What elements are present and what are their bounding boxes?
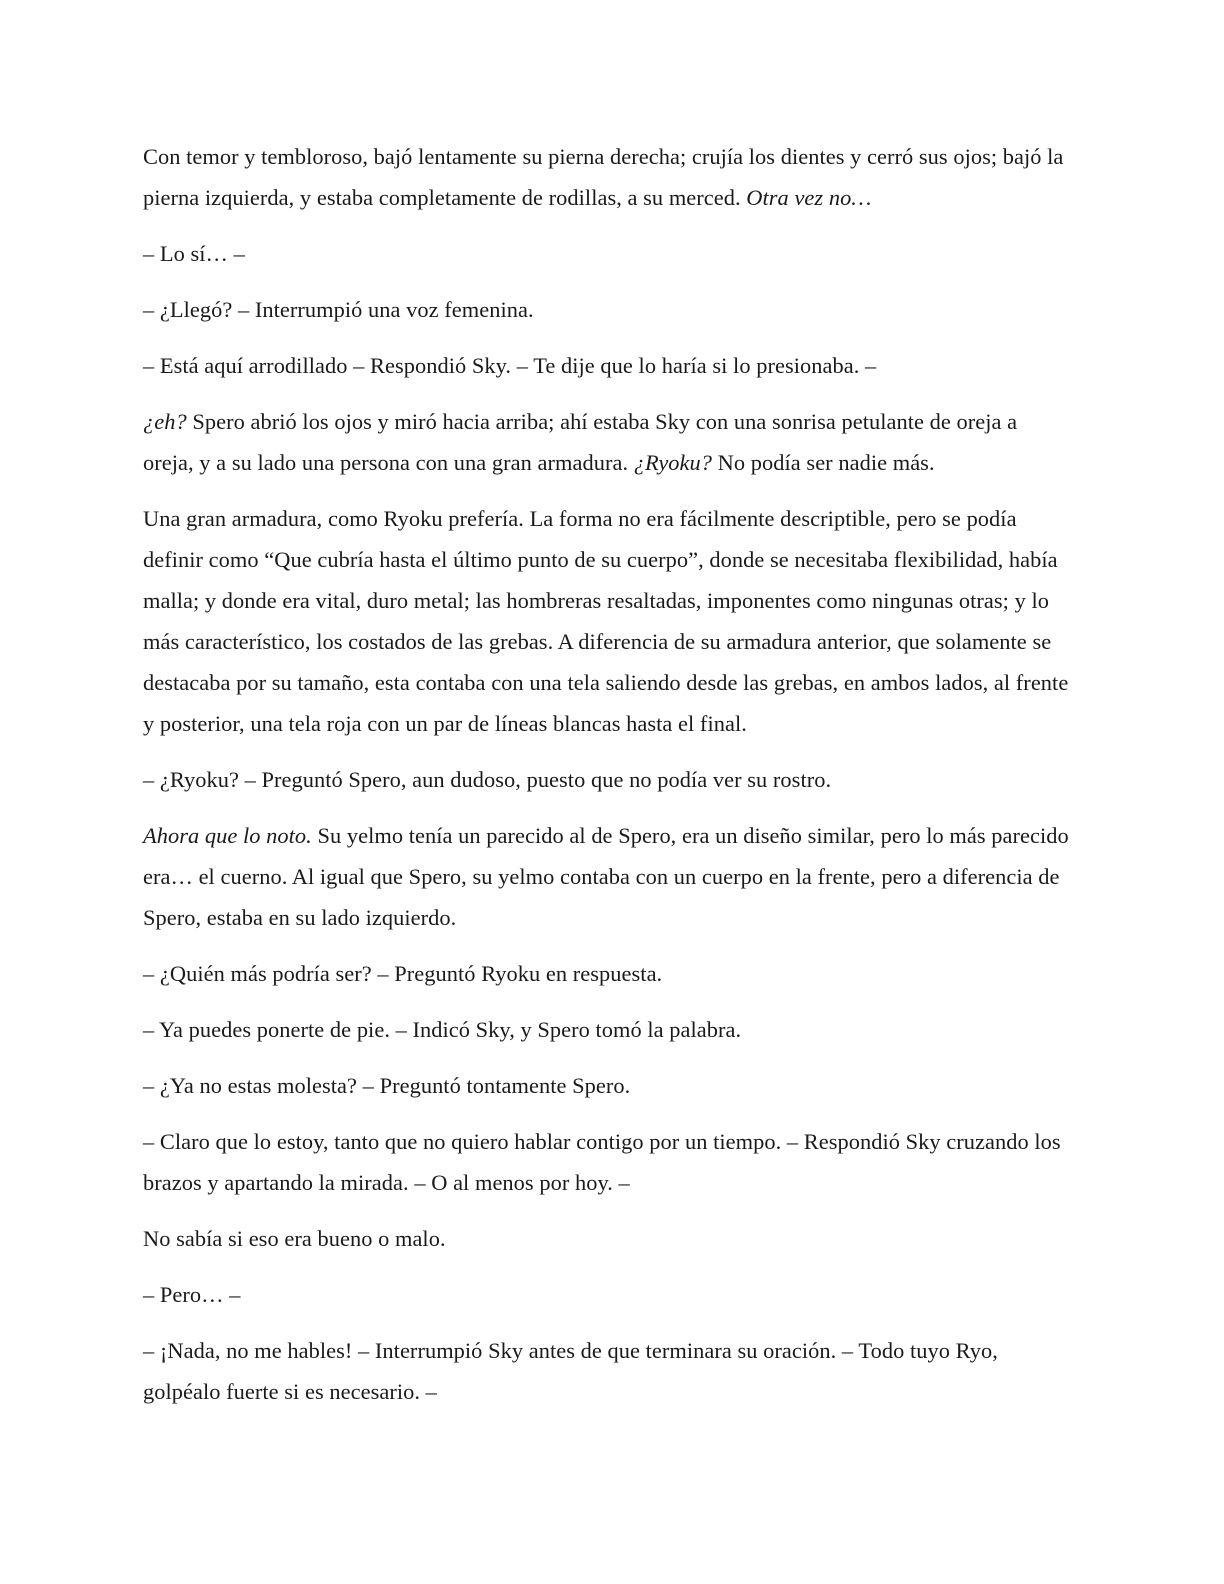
paragraph-7 xyxy=(143,759,1073,800)
text-run: – Lo sí… – xyxy=(143,241,245,266)
text-run: – ¿Quién más podría ser? – Preguntó Ryoku en respuesta. xyxy=(143,961,663,986)
paragraph-1 xyxy=(143,136,1073,218)
paragraph-6 xyxy=(143,498,1073,744)
text-run: – ¿Llegó? – Interrumpió una voz femenina. xyxy=(143,297,534,322)
text-run: – ¿Ya no estas molesta? – Preguntó tontamente Spero. xyxy=(143,1073,631,1098)
text-run: Spero abrió los ojos y miró hacia arriba; ahí estaba Sky con una sonrisa petulante de oreja a oreja, y a su lado una persona con una gran armadura. xyxy=(143,409,1018,475)
text-run: – ¿Ryoku? – Preguntó Spero, aun dudoso, puesto que no podía ver su rostro. xyxy=(143,767,832,792)
text-run: – Claro que lo estoy, tanto que no quiero hablar contigo por un tiempo. – Respondió Sky cruzando los brazos y apartando la mirada. – O al menos por hoy. – xyxy=(143,1129,1061,1195)
text-run: – ¡Nada, no me hables! – Interrumpió Sky antes de que terminara su oración. – Todo tuyo Ryo, golpéalo fuerte si es necesario. – xyxy=(143,1338,998,1404)
paragraph-14 xyxy=(143,1274,1073,1315)
paragraph-13 xyxy=(143,1218,1073,1259)
paragraph-5 xyxy=(143,401,1073,483)
paragraph-15 xyxy=(143,1330,1073,1412)
text-run: – Está aquí arrodillado – Respondió Sky. – Te dije que lo haría si lo presionaba. – xyxy=(143,353,877,378)
paragraph-9 xyxy=(143,953,1073,994)
text-run: Una gran armadura, como Ryoku prefería. La forma no era fácilmente descriptible, pero se podía definir como “Que cubría hasta el último punto de su cuerpo”, donde se necesitaba flexibilidad, había malla; y donde era vital, duro metal; las hombreras resaltadas, imponentes como ningunas otras; y lo más característico, los costados de las grebas. A diferencia de su armadura anterior, que solamente se destacaba por su tamaño, esta contaba con una tela saliendo desde las grebas, en ambos lados, al frente y posterior, una tela roja con un par de líneas blancas hasta el final. xyxy=(143,506,1069,736)
paragraph-4 xyxy=(143,345,1073,386)
italic-text-run: ¿eh? xyxy=(143,409,187,434)
document-page xyxy=(143,136,1073,1427)
text-run: – Pero… – xyxy=(143,1282,241,1307)
paragraph-11 xyxy=(143,1065,1073,1106)
paragraph-12 xyxy=(143,1121,1073,1203)
italic-text-run: Ahora que lo noto. xyxy=(143,823,312,848)
paragraph-3 xyxy=(143,289,1073,330)
text-run: Su yelmo tenía un parecido al de Spero, era un diseño similar, pero lo más parecido era… el cuerno. Al igual que Spero, su yelmo contaba con un cuerpo en la frente, pero a diferencia de Spero, estaba en su lado izquierdo. xyxy=(143,823,1069,930)
paragraph-8 xyxy=(143,815,1073,938)
italic-text-run: ¿Ryoku? xyxy=(633,450,713,475)
italic-text-run: Otra vez no… xyxy=(746,185,872,210)
text-run: No sabía si eso era bueno o malo. xyxy=(143,1226,446,1251)
paragraph-10 xyxy=(143,1009,1073,1050)
text-run: – Ya puedes ponerte de pie. – Indicó Sky, y Spero tomó la palabra. xyxy=(143,1017,742,1042)
paragraph-2 xyxy=(143,233,1073,274)
text-run: No podía ser nadie más. xyxy=(712,450,935,475)
text-run: Con temor y tembloroso, bajó lentamente su pierna derecha; crujía los dientes y cerró sus ojos; bajó la pierna izquierda, y estaba completamente de rodillas, a su merced. xyxy=(143,144,1064,210)
